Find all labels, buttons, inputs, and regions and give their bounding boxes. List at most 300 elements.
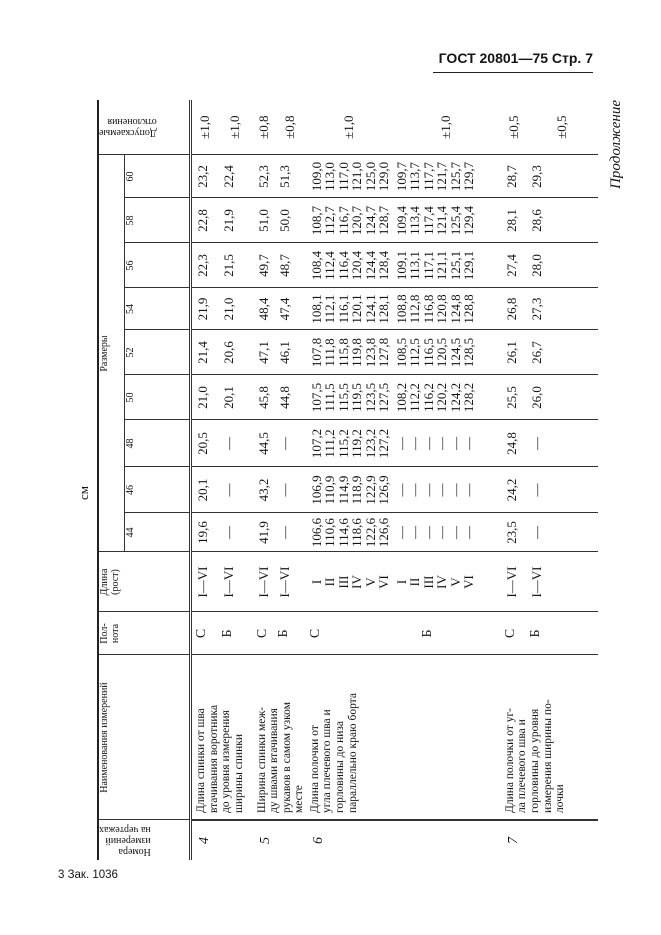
size-value: — <box>277 483 293 497</box>
size-value: 126,9 <box>376 475 392 505</box>
header-height: Длина (рост) <box>98 552 191 612</box>
size-value-cell <box>274 375 305 420</box>
size-value: 115,8 <box>335 338 351 367</box>
size-value: 106,6 <box>308 517 324 548</box>
tolerance-cell: ±1,0 <box>306 100 391 155</box>
size-value: — <box>407 483 423 497</box>
height-cell <box>274 552 305 612</box>
size-value-cell <box>191 375 218 420</box>
fullness-cell: С <box>191 612 218 655</box>
header-size-60: 60 <box>125 155 191 198</box>
height-value: III <box>420 575 436 589</box>
size-value-cell <box>526 420 598 467</box>
size-value: 26,7 <box>528 341 544 364</box>
size-value: 25,5 <box>503 386 519 409</box>
size-value-cell <box>218 155 253 198</box>
page-header: ГОСТ 20801—75 Стр. 7 <box>433 50 593 73</box>
height-value: I—VI <box>255 566 271 598</box>
size-value: 113,0 <box>322 162 338 191</box>
size-value: — <box>434 526 450 539</box>
size-value: 108,7 <box>308 205 324 236</box>
size-value: 19,6 <box>195 521 210 544</box>
size-value: 117,1 <box>420 251 436 280</box>
size-value: 120,1 <box>349 294 365 324</box>
size-value: 124,7 <box>362 205 378 236</box>
size-value-cell <box>274 198 305 243</box>
height-value: IV <box>434 575 450 589</box>
height-value: V <box>362 577 378 587</box>
size-value-cell <box>191 243 218 288</box>
size-value: 112,8 <box>407 294 423 324</box>
size-value: 20,5 <box>195 432 210 455</box>
size-value: 28,1 <box>503 209 519 232</box>
size-value: 44,5 <box>255 432 271 455</box>
size-value: 22,3 <box>195 254 210 277</box>
size-value: 113,1 <box>407 251 423 280</box>
size-value: 115,2 <box>335 429 351 458</box>
size-value: 121,0 <box>349 161 365 192</box>
size-value: 26,1 <box>503 341 519 364</box>
size-value: 113,4 <box>407 206 423 235</box>
size-value-cell <box>218 288 253 330</box>
size-value-cell <box>253 330 275 375</box>
size-value: 21,4 <box>195 341 210 364</box>
fullness-cell: Б <box>218 612 253 655</box>
size-value: 123,8 <box>362 337 378 368</box>
size-value: 51,3 <box>277 165 293 188</box>
header-size-46: 46 <box>125 467 191 513</box>
size-value: 118,9 <box>349 475 365 505</box>
size-value-cell <box>253 155 275 198</box>
size-value-cell <box>526 330 598 375</box>
size-value: 124,5 <box>447 337 463 368</box>
size-value-cell <box>391 467 501 513</box>
measurement-number: 7 <box>501 820 598 860</box>
size-value-cell <box>306 288 391 330</box>
size-value: 114,6 <box>335 518 351 547</box>
measurement-number: 6 <box>306 820 501 860</box>
size-value-cell <box>501 243 526 288</box>
size-value: — <box>220 437 236 450</box>
size-value-cell <box>526 288 598 330</box>
size-value: 47,4 <box>277 297 293 321</box>
size-value-cell <box>191 513 218 552</box>
size-value-cell <box>274 155 305 198</box>
height-cell <box>191 552 218 612</box>
size-value-cell <box>526 375 598 420</box>
measurement-name: Ширина спинки меж- ду швами втачивания рукавов в самом узком месте <box>253 655 306 820</box>
size-value-cell <box>191 467 218 513</box>
size-value: 111,5 <box>322 383 338 412</box>
size-value-cell <box>218 330 253 375</box>
height-value: VI <box>461 575 477 589</box>
table-row <box>306 100 391 860</box>
tolerance-cell: ±1,0 <box>218 100 253 155</box>
size-value: 107,8 <box>308 337 324 368</box>
size-value: 110,6 <box>322 518 338 547</box>
size-value: 21,5 <box>220 254 236 277</box>
size-value-cell <box>191 198 218 243</box>
size-value: 112,5 <box>407 338 423 367</box>
fullness-cell: С <box>306 612 391 655</box>
size-value: 21,9 <box>220 209 236 232</box>
size-value: 120,7 <box>349 205 365 236</box>
table-row <box>501 100 526 860</box>
height-value: I <box>393 579 409 585</box>
header-tolerance <box>98 100 191 155</box>
size-value-cell <box>306 155 391 198</box>
size-value-cell <box>526 198 598 243</box>
size-value-cell <box>391 513 501 552</box>
height-value: I—VI <box>220 566 236 598</box>
size-value: — <box>420 526 436 539</box>
header-name: Наименования измерений <box>98 655 191 820</box>
size-value-cell <box>306 420 391 467</box>
measurement-number: 4 <box>191 820 253 860</box>
size-value: — <box>420 437 436 450</box>
fullness-cell: Б <box>274 612 305 655</box>
size-value-cell <box>526 243 598 288</box>
header-size-50: 50 <box>125 375 191 420</box>
header-size-48: 48 <box>125 420 191 467</box>
size-value: 24,8 <box>503 432 519 455</box>
size-value: 128,7 <box>376 205 392 236</box>
size-value: 128,5 <box>461 337 477 368</box>
tolerance-cell: ±0,5 <box>501 100 526 155</box>
size-value-cell <box>501 513 526 552</box>
size-value-cell <box>306 467 391 513</box>
size-value: 124,1 <box>362 294 378 324</box>
height-value: V <box>447 577 463 587</box>
fullness-cell: С <box>253 612 275 655</box>
height-value: II <box>322 577 338 587</box>
size-value: 52,3 <box>255 165 271 188</box>
size-value: 20,1 <box>195 478 210 502</box>
size-value: 119,5 <box>349 383 365 412</box>
tolerance-cell: ±1,0 <box>391 100 501 155</box>
size-value: 120,2 <box>434 382 450 413</box>
header-fullness: Пол- нота <box>98 612 191 655</box>
height-value: IV <box>349 575 365 589</box>
size-value-cell <box>306 513 391 552</box>
size-value: — <box>277 526 293 539</box>
size-value: — <box>434 437 450 450</box>
size-value: — <box>461 437 477 450</box>
size-value-cell <box>218 243 253 288</box>
size-value: 46,1 <box>277 341 293 364</box>
size-value: 126,6 <box>376 517 392 548</box>
size-value: 125,0 <box>362 161 378 192</box>
height-value: I—VI <box>195 566 210 598</box>
size-value: — <box>407 526 423 539</box>
size-value-cell <box>218 513 253 552</box>
size-value: 125,7 <box>447 161 463 192</box>
size-value: 20,6 <box>220 341 236 364</box>
size-value: — <box>220 526 236 539</box>
size-value: 116,7 <box>335 206 351 235</box>
size-value: 113,7 <box>407 162 423 191</box>
size-value: 116,8 <box>420 294 436 324</box>
size-value-cell <box>191 420 218 467</box>
size-value-cell <box>253 288 275 330</box>
height-cell <box>253 552 275 612</box>
measurement-name: Длина спинки от шва втачивания воротника до уровня измерения ширины спинки <box>191 655 253 820</box>
height-value: III <box>335 575 351 589</box>
size-value: — <box>277 437 293 450</box>
size-value: 51,0 <box>255 209 271 232</box>
size-value: — <box>393 526 409 539</box>
size-value: 127,5 <box>376 382 392 413</box>
size-value: 115,5 <box>335 383 351 412</box>
size-value: — <box>407 437 423 450</box>
size-value-cell <box>253 375 275 420</box>
tolerance-cell: ±0,5 <box>526 100 598 155</box>
size-value-cell <box>526 513 598 552</box>
size-value: 117,4 <box>420 206 436 235</box>
size-value: — <box>461 526 477 539</box>
size-value: 47,1 <box>255 341 271 364</box>
size-value: 120,8 <box>434 294 450 324</box>
size-value: 108,2 <box>393 382 409 413</box>
size-value: 108,8 <box>393 294 409 324</box>
size-value: — <box>447 526 463 539</box>
size-value-cell <box>391 243 501 288</box>
size-value-cell <box>526 155 598 198</box>
size-value: — <box>528 483 544 497</box>
tolerance-cell: ±0,8 <box>274 100 305 155</box>
size-value: 20,1 <box>220 386 236 409</box>
size-value: 22,4 <box>220 165 236 188</box>
size-value: — <box>461 483 477 497</box>
size-value-cell <box>218 420 253 467</box>
size-value: 128,1 <box>376 294 392 324</box>
header-size-52: 52 <box>125 330 191 375</box>
measurements-table <box>97 100 598 860</box>
header-size-44: 44 <box>125 513 191 552</box>
size-value: 107,5 <box>308 382 324 413</box>
size-value-cell <box>253 243 275 288</box>
table-row <box>253 100 275 860</box>
size-value: 45,8 <box>255 386 271 409</box>
size-value-cell <box>306 198 391 243</box>
size-value: 21,9 <box>195 297 210 321</box>
size-value: 108,4 <box>308 250 324 281</box>
size-value: — <box>434 483 450 497</box>
size-value-cell <box>501 330 526 375</box>
size-value: 112,1 <box>322 294 338 324</box>
size-value-cell <box>501 198 526 243</box>
header-size-54: 54 <box>125 288 191 330</box>
footer-order-number: 3 Зак. 1036 <box>58 869 118 881</box>
height-value: I <box>308 579 324 585</box>
size-value: 21,0 <box>195 386 210 409</box>
size-value: — <box>447 483 463 497</box>
size-value: 128,8 <box>461 294 477 324</box>
header-number-text: Номера измерений на чертежах <box>99 823 151 857</box>
height-cell <box>218 552 253 612</box>
size-value-cell <box>391 420 501 467</box>
size-value-cell <box>274 420 305 467</box>
size-value-cell <box>501 420 526 467</box>
measurement-name: Длина полочки от уг- ла плечевого шва и горловины до уровня измерения ширины по- лочки <box>501 655 598 820</box>
size-value: 41,9 <box>255 521 271 544</box>
size-value: 120,5 <box>434 337 450 368</box>
size-value: 26,8 <box>503 297 519 321</box>
size-value: 110,9 <box>322 475 338 505</box>
size-value: 121,1 <box>434 250 450 281</box>
size-value: 21,0 <box>220 297 236 321</box>
size-value: 108,1 <box>308 294 324 324</box>
size-value: 112,7 <box>322 206 338 235</box>
size-value-cell <box>253 198 275 243</box>
size-value: 114,9 <box>335 475 351 505</box>
size-value: 111,8 <box>322 338 338 367</box>
size-value: 129,4 <box>461 205 477 236</box>
height-value: I—VI <box>503 566 519 598</box>
size-value: 107,2 <box>308 428 324 459</box>
size-value: 125,1 <box>447 250 463 281</box>
size-value: 44,8 <box>277 386 293 409</box>
size-value: 117,0 <box>335 162 351 191</box>
size-value: — <box>420 483 436 497</box>
tolerance-cell: ±1,0 <box>191 100 218 155</box>
size-value-cell <box>253 420 275 467</box>
size-value: — <box>393 483 409 497</box>
size-value: 26,0 <box>528 386 544 409</box>
size-value: 129,7 <box>461 161 477 192</box>
size-value: 109,7 <box>393 161 409 192</box>
size-value: 28,6 <box>528 209 544 232</box>
size-value-cell <box>391 198 501 243</box>
size-value: 116,2 <box>420 383 436 412</box>
height-value: VI <box>376 575 392 589</box>
size-value-cell <box>391 330 501 375</box>
size-value: 29,3 <box>528 165 544 188</box>
size-value: 43,2 <box>255 478 271 502</box>
size-value-cell <box>274 513 305 552</box>
height-cell <box>526 552 598 612</box>
size-value: — <box>393 437 409 450</box>
size-value: 27,3 <box>528 297 544 321</box>
size-value: 119,8 <box>349 338 365 367</box>
size-value: 48,7 <box>277 254 293 277</box>
fullness-cell: Б <box>391 612 501 655</box>
size-value: 124,8 <box>447 294 463 324</box>
size-value: 28,7 <box>503 165 519 188</box>
fullness-cell: С <box>501 612 526 655</box>
size-value: 48,4 <box>255 297 271 321</box>
size-value-cell <box>391 288 501 330</box>
fullness-cell: Б <box>526 612 598 655</box>
size-value-cell <box>274 467 305 513</box>
size-value: 116,1 <box>335 294 351 324</box>
size-value: 118,6 <box>349 518 365 547</box>
size-value-cell <box>501 467 526 513</box>
size-value-cell <box>218 198 253 243</box>
size-value-cell <box>391 155 501 198</box>
header-number <box>98 820 191 860</box>
size-value: 124,4 <box>362 250 378 281</box>
size-value: 23,5 <box>503 521 519 544</box>
size-value: 111,2 <box>322 429 338 458</box>
size-value-cell <box>274 243 305 288</box>
size-value: 108,5 <box>393 337 409 368</box>
height-cell <box>306 552 391 612</box>
table-row <box>191 100 218 860</box>
unit-label: см <box>76 486 91 500</box>
size-value: 119,2 <box>349 429 365 458</box>
size-value-cell <box>306 243 391 288</box>
size-value-cell <box>501 155 526 198</box>
continuation-label: Продолжение <box>608 100 624 189</box>
size-value: 124,2 <box>447 382 463 413</box>
size-value-cell <box>253 513 275 552</box>
size-value: 112,4 <box>322 251 338 280</box>
size-value-cell <box>191 155 218 198</box>
size-value: 121,4 <box>434 205 450 236</box>
size-value-cell <box>306 330 391 375</box>
measurement-name: Длина полочки от угла плечевого шва и горловины до низа параллельно краю борта <box>306 655 501 820</box>
size-value: 127,2 <box>376 428 392 459</box>
size-value: 129,1 <box>461 250 477 281</box>
size-value: — <box>528 526 544 539</box>
size-value: 121,7 <box>434 161 450 192</box>
size-value-cell <box>191 288 218 330</box>
height-value: I—VI <box>277 566 293 598</box>
size-value: 128,4 <box>376 250 392 281</box>
size-value-cell <box>306 375 391 420</box>
size-value: 27,4 <box>503 254 519 277</box>
size-value: 117,7 <box>420 162 436 191</box>
size-value: 109,1 <box>393 250 409 281</box>
size-value-cell <box>501 375 526 420</box>
size-value: — <box>220 483 236 497</box>
size-value: 106,9 <box>308 475 324 505</box>
size-value: 127,8 <box>376 337 392 368</box>
height-cell <box>501 552 526 612</box>
size-value: 125,4 <box>447 205 463 236</box>
size-value: 122,9 <box>362 475 378 505</box>
size-value-cell <box>218 375 253 420</box>
size-value-cell <box>391 375 501 420</box>
size-value-cell <box>218 467 253 513</box>
size-value-cell <box>274 288 305 330</box>
height-cell <box>391 552 501 612</box>
size-value: — <box>447 437 463 450</box>
size-value: 24,2 <box>503 478 519 502</box>
header-size-56: 56 <box>125 243 191 288</box>
size-value: 112,2 <box>407 383 423 412</box>
size-value: 123,2 <box>362 428 378 459</box>
size-value: 122,6 <box>362 517 378 548</box>
height-value: I—VI <box>528 566 544 598</box>
size-value-cell <box>501 288 526 330</box>
size-value: 116,5 <box>420 338 436 367</box>
size-value: 23,2 <box>195 165 210 188</box>
size-value: 50,0 <box>277 209 293 232</box>
size-value: 116,4 <box>335 251 351 280</box>
size-value: 22,8 <box>195 209 210 232</box>
size-value: 129,0 <box>376 161 392 192</box>
size-value: 49,7 <box>255 254 271 277</box>
size-value: 123,5 <box>362 382 378 413</box>
height-value: II <box>407 577 423 587</box>
size-value-cell <box>253 467 275 513</box>
table-rotated-content <box>72 100 647 860</box>
tolerance-cell: ±0,8 <box>253 100 275 155</box>
size-value: 28,0 <box>528 254 544 277</box>
size-value-cell <box>526 467 598 513</box>
